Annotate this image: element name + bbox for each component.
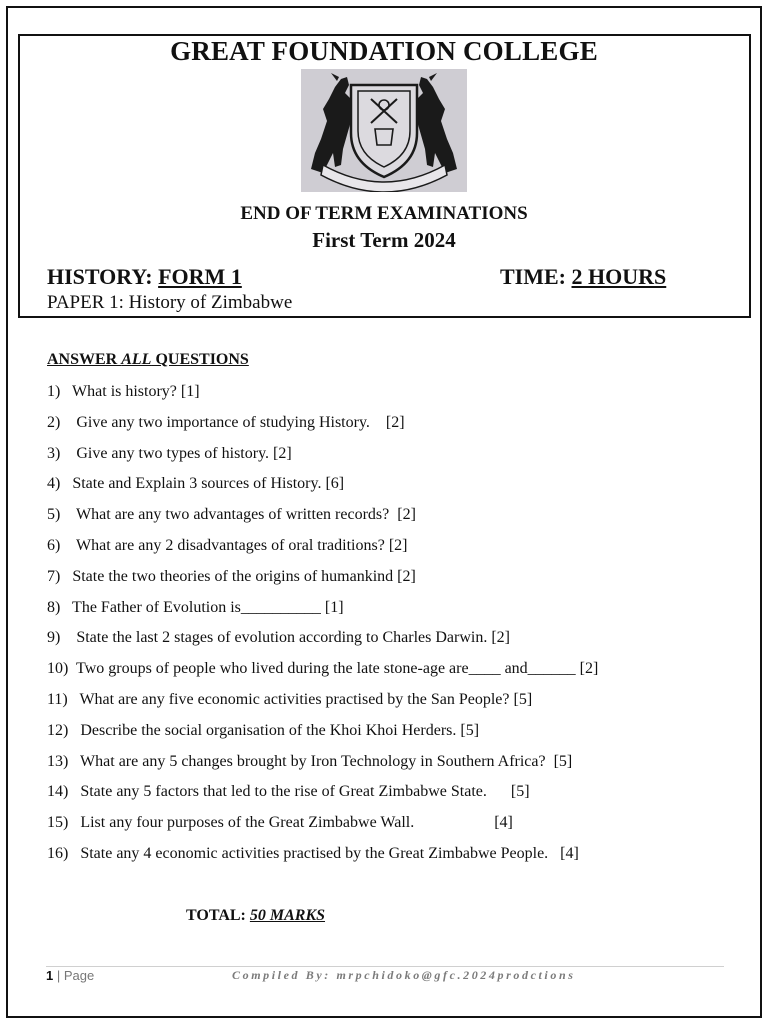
question-item: 3) Give any two types of history. [2]: [47, 444, 292, 462]
time-line: [500, 264, 666, 290]
footer-compiled-by: Compiled By: mrpchidoko@gfc.2024prodctions: [232, 968, 576, 982]
time-value: 2 HOURS: [571, 264, 667, 289]
page-number: 1: [46, 968, 54, 983]
question-item: 4) State and Explain 3 sources of History. [6]: [47, 475, 345, 493]
question-item: 13) What are any 5 changes brought by Iron Technology in Southern Africa? [5]: [47, 752, 573, 770]
subject-line: [47, 264, 242, 290]
term-title: First Term 2024: [312, 228, 456, 252]
instruction-prefix: ANSWER: [47, 351, 122, 368]
question-item: 6) What are any 2 disadvantages of oral traditions? [2]: [47, 536, 408, 554]
question-item: 11) What are any five economic activities practised by the San People? [5]: [47, 690, 533, 708]
question-item: 1) What is history? [1]: [47, 383, 200, 400]
page-word: | Page: [53, 968, 95, 983]
college-crest-logo: [301, 69, 467, 192]
question-list: [47, 381, 598, 874]
footer-divider: [46, 966, 724, 967]
question-item: 16) State any 4 economic activities practised by the Great Zimbabwe People. [4]: [47, 844, 579, 862]
time-label: TIME:: [500, 264, 572, 289]
question-item: 7) State the two theories of the origins of humankind [2]: [47, 567, 416, 585]
question-item: 15) List any four purposes of the Great Zimbabwe Wall. [4]: [47, 814, 513, 832]
footer-page-number: [46, 968, 94, 983]
question-item: 12) Describe the social organisation of the Khoi Khoi Herders. [5]: [47, 721, 480, 739]
total-separator: :: [240, 907, 250, 924]
instruction-suffix: QUESTIONS: [151, 351, 249, 368]
question-item: 8) The Father of Evolution is__________ [1]: [47, 598, 344, 616]
instruction-emphasis: ALL: [121, 351, 152, 368]
subject-label: HISTORY:: [47, 264, 159, 289]
exam-title: END OF TERM EXAMINATIONS: [240, 203, 528, 224]
question-item: 10) Two groups of people who lived during the late stone-age are____ and______ [2]: [47, 660, 599, 678]
instruction-heading: [47, 351, 249, 369]
question-item: 2) Give any two importance of studying History. [2]: [47, 413, 405, 431]
paper-title: PAPER 1: History of Zimbabwe: [47, 292, 293, 313]
total-label: TOTAL: [186, 907, 241, 924]
total-marks: [186, 907, 325, 925]
question-item: 5) What are any two advantages of written records? [2]: [47, 506, 416, 524]
question-item: 9) State the last 2 stages of evolution according to Charles Darwin. [2]: [47, 629, 510, 647]
form-value: FORM 1: [158, 264, 242, 289]
question-item: 14) State any 5 factors that led to the rise of Great Zimbabwe State. [5]: [47, 783, 530, 801]
college-title: GREAT FOUNDATION COLLEGE: [170, 36, 598, 66]
total-value: 50 MARKS: [249, 907, 326, 924]
